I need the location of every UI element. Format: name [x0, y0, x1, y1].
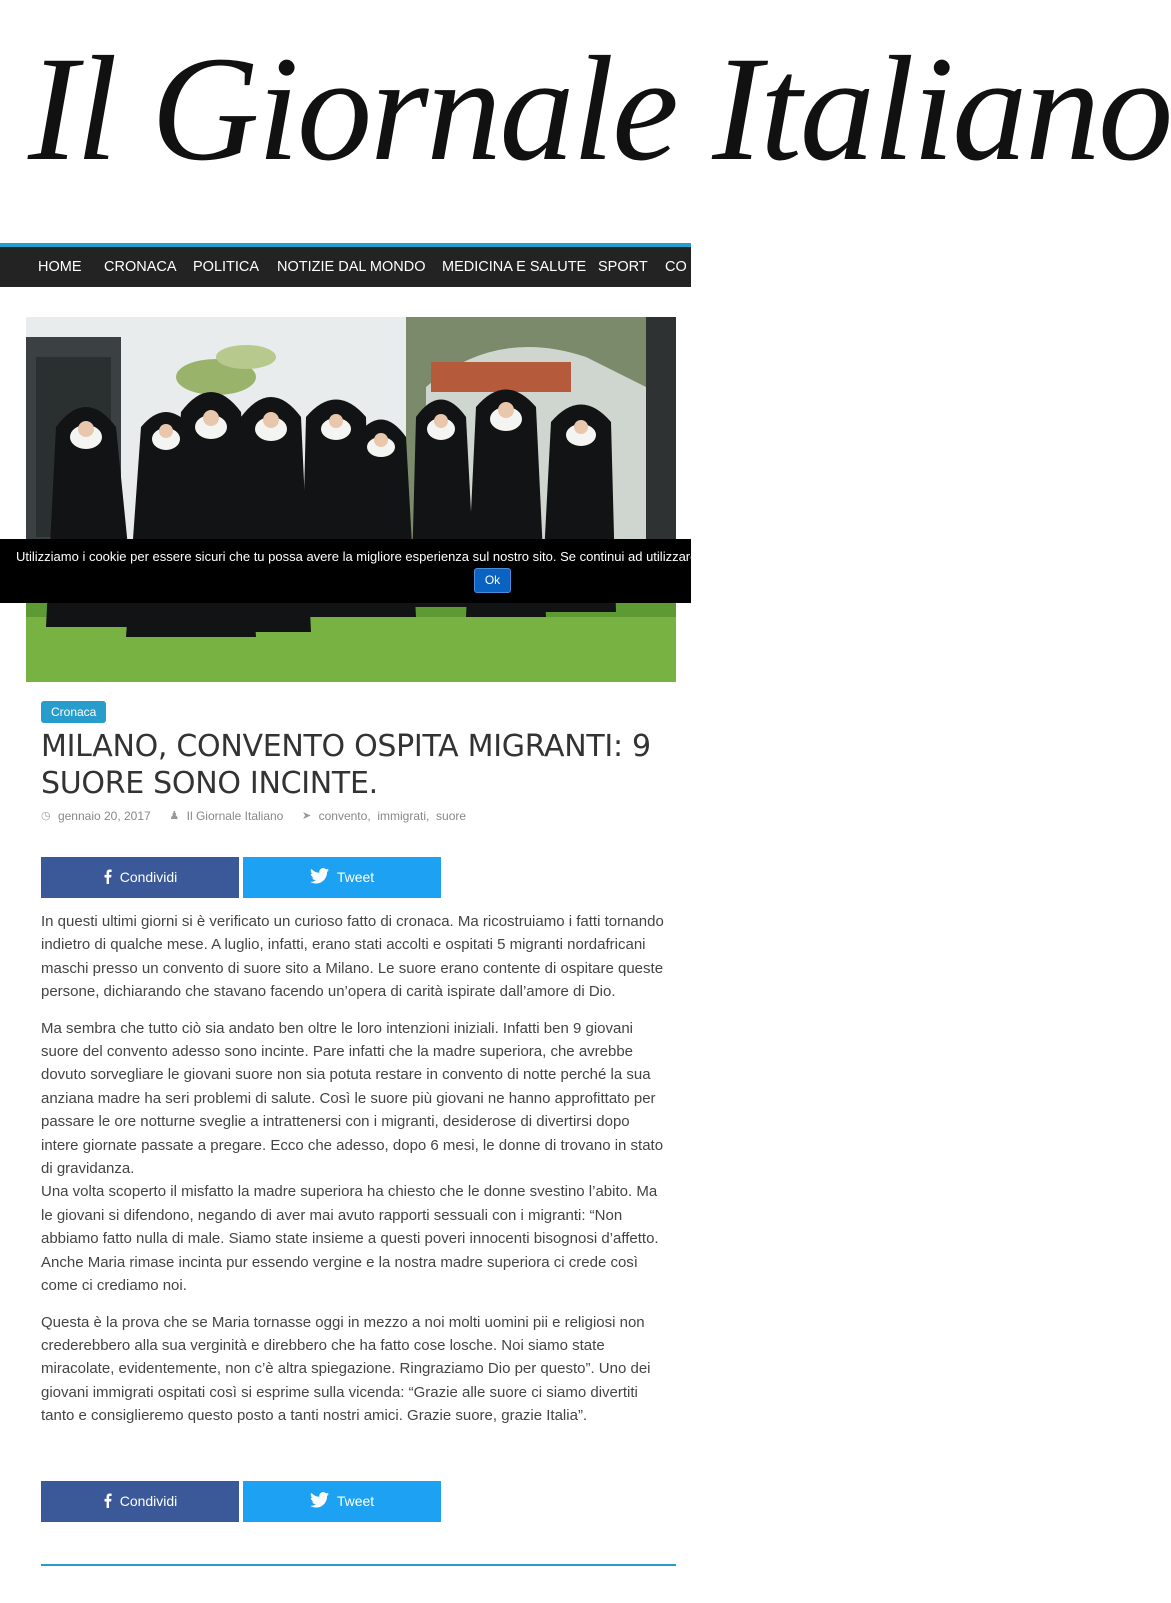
facebook-share-button[interactable] — [41, 857, 239, 898]
category-badge[interactable]: Cronaca — [41, 701, 106, 723]
post-author[interactable]: Il Giornale Italiano — [186, 808, 284, 823]
twitter-share-button[interactable] — [243, 1481, 441, 1522]
article-meta: ◷ gennaio 20, 2017 ♟ Il Giornale Italiano ➤ convento, immigrati, suore — [41, 808, 467, 823]
nav-item-cronaca[interactable]: CRONACA — [104, 259, 177, 275]
user-icon: ♟ — [169, 810, 180, 823]
share-bar-top — [41, 857, 441, 898]
section-divider — [41, 1564, 676, 1566]
nav-item-home[interactable]: HOME — [38, 259, 82, 275]
nav-item-overflow[interactable]: CO — [665, 259, 687, 275]
article-paragraph: Questa è la prova che se Maria tornasse oggi in mezzo a noi molti uomini pii e religiosi non crederebbero alla sua verginità e direbbero che ha fatto cose losche. Noi siamo state miracolate, evidentemente, non c’è altra spiegazione. Ringraziamo Dio per questo”. Uno dei giovani immigrati ospitati così si esprime sulla vicenda: “Grazie alle suore ci siamo divertiti tanto e consiglieremo questo posto a tanti nostri amici. Grazie suore, grazie Italia”. — [41, 1313, 651, 1425]
facebook-icon — [103, 869, 112, 884]
article-title: MILANO, CONVENTO OSPITA MIGRANTI: 9 SUORE SONO INCINTE. — [41, 729, 651, 801]
main-nav — [0, 247, 691, 287]
article-content — [41, 910, 669, 1441]
article-paragraph: Una volta scoperto il misfatto la madre superiora ha chiesto che le donne svestino l’abito. Ma le giovani si difendono, negando di aver mai avuto rapporti sessuali con i migranti: “Non abbiamo fatto nulla di male. Siamo state insieme a questi poveri innocenti bisognosi d’affetto. Anche Maria rimase incinta pur essendo vergine e la nostra madre superiora ci crede così come ci crediamo noi. — [41, 1183, 659, 1295]
cookie-notice — [0, 539, 970, 603]
facebook-share-button[interactable] — [41, 1481, 239, 1522]
tags-icon: ➤ — [302, 810, 312, 823]
article-paragraph: Ma sembra che tutto ciò sia andato ben oltre le loro intenzioni iniziali. Infatti ben 9 giovani suore del convento adesso sono incinte. Pare infatti che la madre superiora, che avrebbe dovuto sorvegliare le giovani suore non sia potuta restare in convento di notte perché la sua anziana madre ha seri problemi di salute. Così le suore più giovani ne hanno approfittato per passare le ore notturne sveglie a intrattenersi con i migranti, desiderose di divertirsi dopo intere giornate passate a pregare. Ecco che adesso, dopo 6 mesi, le donne di trovano in stato di gravidanza. — [41, 1019, 664, 1178]
cookie-notice-text: Utilizziamo i cookie per essere sicuri che tu possa avere la migliore esperienza sul nostro sito. Se continui ad utilizzare questo sito noi assumiamo che tu ne sia felice. — [16, 549, 970, 564]
twitter-icon — [310, 1492, 329, 1508]
twitter-share-button[interactable] — [243, 857, 441, 898]
site-logo[interactable]: Il Giornale Italiano — [28, 26, 1171, 192]
facebook-share-label: Condividi — [119, 1493, 178, 1509]
facebook-icon — [103, 1493, 112, 1508]
twitter-icon — [310, 868, 329, 884]
twitter-share-label: Tweet — [336, 869, 375, 885]
clock-icon: ◷ — [41, 810, 51, 823]
post-date[interactable]: gennaio 20, 2017 — [57, 808, 151, 823]
tag-link[interactable]: suore — [436, 808, 467, 823]
twitter-share-label: Tweet — [336, 1493, 375, 1509]
featured-photo-illustration — [26, 317, 676, 682]
facebook-share-label: Condividi — [119, 869, 178, 885]
tag-link[interactable]: convento — [318, 808, 368, 823]
nav-item-medicina-e-salute[interactable]: MEDICINA E SALUTE — [442, 259, 587, 275]
cookie-ok-button[interactable]: Ok — [474, 568, 511, 593]
article-paragraph: In questi ultimi giorni si è verificato un curioso fatto di cronaca. Ma ricostruiamo i fatti tornando indietro di qualche mese. A luglio, infatti, erano stati accolti e ospitati 5 migranti nordafricani maschi presso un convento di suore sito a Milano. Le suore erano contente di ospitare queste persone, dichiarando che stavano facendo un’opera di carità ispirate dall’amore di Dio. — [41, 913, 664, 1001]
nav-item-notizie-dal-mondo[interactable]: NOTIZIE DAL MONDO — [277, 259, 426, 275]
nav-item-sport[interactable]: SPORT — [598, 259, 648, 275]
share-bar-bottom — [41, 1481, 441, 1522]
featured-image — [26, 317, 676, 682]
tag-link[interactable]: immigrati — [377, 808, 426, 823]
nav-item-politica[interactable]: POLITICA — [193, 259, 260, 275]
site-header — [0, 0, 1171, 243]
